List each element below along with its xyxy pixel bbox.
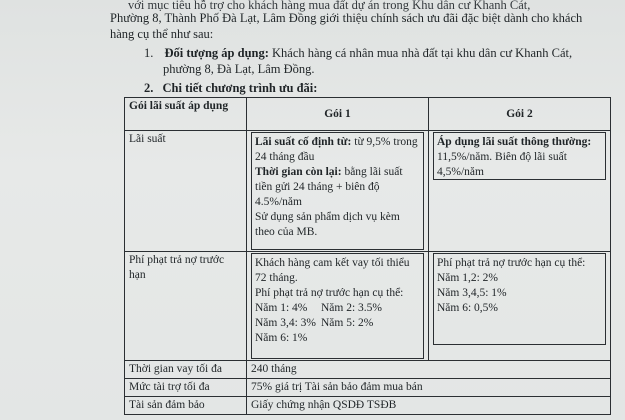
row-label-collateral: Tài sản đảm bảo	[125, 397, 247, 415]
penalty-g2-head: Phí phạt trả nợ trước hạn cụ thể:	[437, 257, 586, 269]
row-label-penalty: Phí phạt trả nợ trước hạn	[125, 252, 247, 361]
table-row-penalty	[125, 252, 611, 361]
penalty-sub: Phí phạt trả nợ trước hạn cụ thể:	[255, 287, 404, 299]
item-2-heading	[144, 80, 317, 96]
intro-line-1: Phường 8, Thành Phố Đà Lạt, Lâm Đồng giới thiệu chính sách ưu đãi đặc biệt dành cho khách	[110, 11, 583, 25]
item-1-text-a: Khách hàng cá nhân mua nhà đất tại khu dân cư Khanh Cát,	[268, 46, 573, 60]
item-1-label: Đối tượng áp dụng:	[164, 46, 269, 60]
rate-goi-1-cell	[247, 131, 429, 252]
collateral-value: Giấy chứng nhận QSDĐ TSĐB	[247, 397, 611, 415]
rate-goi-2-box	[433, 132, 606, 180]
table-header-row	[125, 98, 611, 131]
table-row-rate	[125, 131, 611, 252]
penalty-year-3-4: Năm 3,4: 3%	[255, 317, 317, 329]
rate-goi-1-box	[251, 132, 424, 250]
item-1-line-a	[144, 45, 572, 61]
penalty-goi-1-cell	[247, 252, 429, 361]
header-cell-goi-1: Gói 1	[247, 98, 429, 131]
penalty-year-6: Năm 6: 1%	[255, 332, 308, 344]
rate-goi-2-cell	[429, 131, 611, 252]
rate-fixed-label: Lãi suất cố định từ:	[255, 136, 352, 148]
term-value: 240 tháng	[247, 361, 611, 379]
penalty-goi-1-box	[251, 253, 424, 359]
rate-service-text: Sử dụng sản phẩm dịch vụ kèm theo của MB.	[255, 211, 400, 238]
penalty-commit: Khách hàng cam kết vay tối thiểu 72 tháng.	[255, 257, 410, 284]
intro-line-2: hàng cụ thể như sau:	[110, 27, 214, 41]
item-2-label: Chi tiết chương trình ưu đãi:	[162, 81, 318, 95]
penalty-g2-year-1-2: Năm 1,2: 2%	[437, 272, 499, 284]
offer-table	[124, 97, 611, 415]
penalty-g2-year-3-5: Năm 3,4,5: 1%	[437, 287, 507, 299]
table-row-funding	[125, 379, 611, 397]
header-cell-package: Gói lãi suất áp dụng	[125, 98, 247, 131]
table-row-collateral	[125, 397, 611, 415]
funding-value: 75% giá trị Tài sản bảo đảm mua bán	[247, 379, 611, 397]
penalty-goi-2-cell	[429, 252, 611, 361]
item-1-line-b: phường 8, Đà Lạt, Lâm Đồng.	[163, 62, 315, 76]
penalty-year-1: Năm 1: 4%	[255, 302, 308, 314]
item-1-number: 1.	[144, 46, 154, 60]
row-label-rate: Lãi suất	[125, 131, 247, 252]
rate-remain-label: Thời gian còn lại:	[255, 166, 342, 178]
penalty-year-2: Năm 2: 3.5%	[321, 302, 383, 314]
penalty-year-5: Năm 5: 2%	[321, 317, 374, 329]
rate-normal-label: Áp dụng lãi suất thông thường:	[437, 136, 592, 148]
rate-remain-text: bằng lãi suất tiền gửi 24 tháng + biên độ 4.5%/năm	[255, 166, 403, 208]
rate-fixed-text: từ 9,5% trong 24 tháng đầu	[255, 136, 418, 163]
table-row-term	[125, 361, 611, 379]
penalty-goi-2-box	[433, 253, 606, 345]
row-label-term: Thời gian vay tối đa	[125, 361, 247, 379]
penalty-g2-year-6: Năm 6: 0,5%	[437, 302, 499, 314]
row-label-funding: Mức tài trợ tối đa	[125, 379, 247, 397]
item-2-number: 2.	[144, 81, 154, 95]
header-cell-goi-2: Gói 2	[429, 98, 611, 131]
intro-line-0: với mục tiêu hỗ trợ cho khách hàng mua đất dự án trong Khu dân cư Khanh Cát,	[128, 0, 531, 12]
rate-normal-text: 11,5%/năm. Biên độ lãi suất 4,5%/năm	[437, 151, 567, 178]
